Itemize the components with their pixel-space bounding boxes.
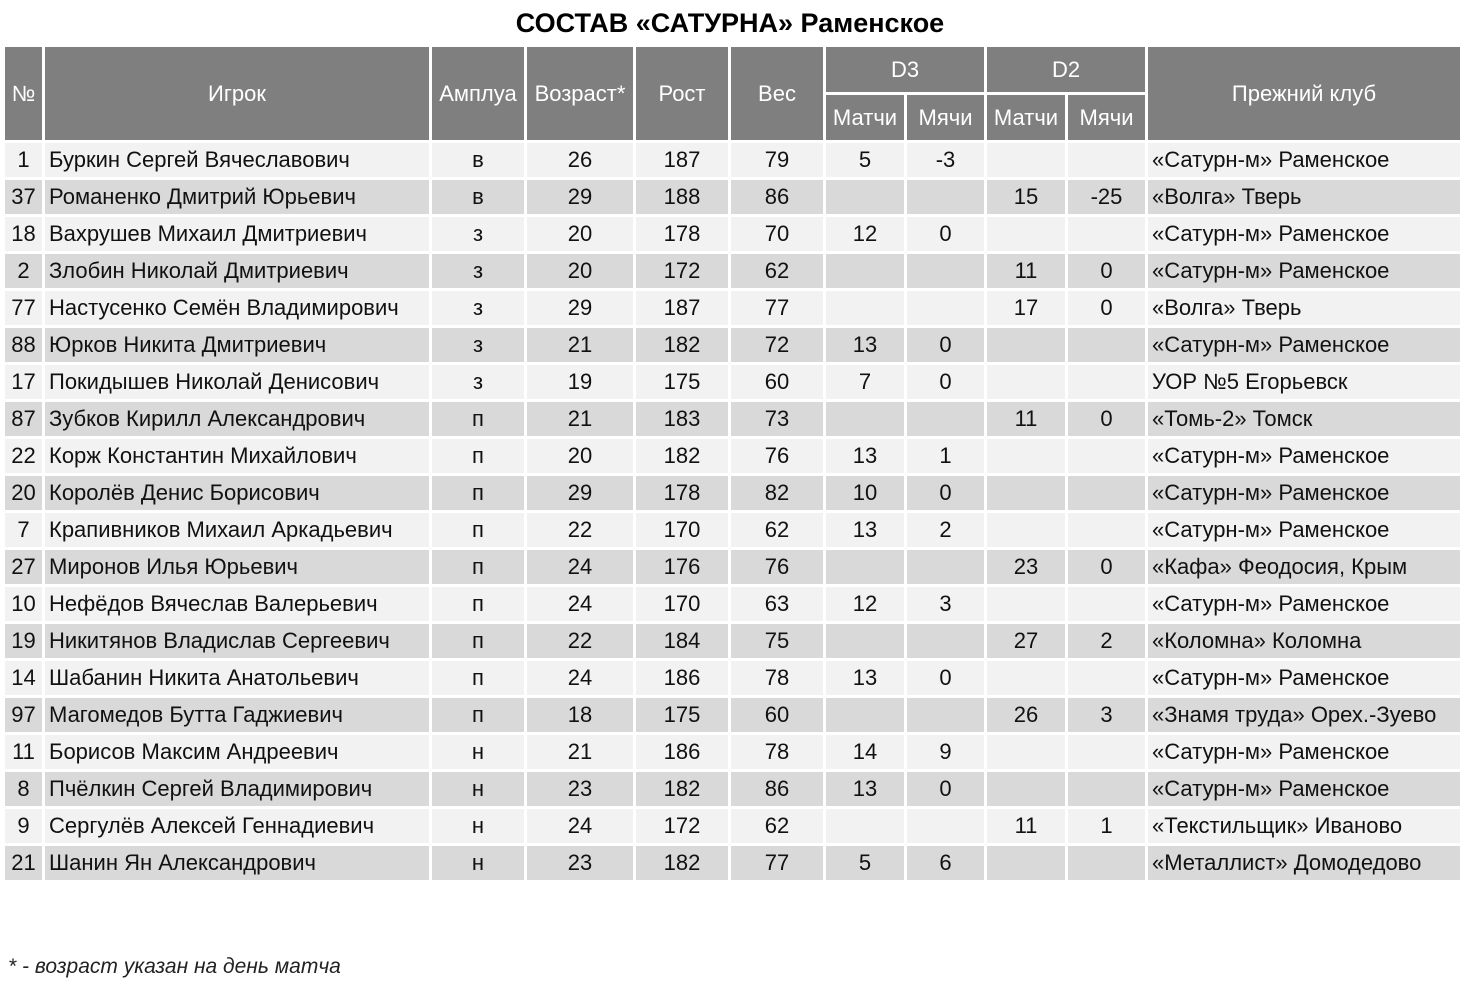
cell-role: н xyxy=(431,808,526,845)
col-header-club: Прежний клуб xyxy=(1147,46,1460,142)
table-row xyxy=(4,586,1460,623)
cell-d3-matches: 13 xyxy=(825,771,906,808)
cell-d3-goals: 0 xyxy=(906,660,986,697)
cell-age: 23 xyxy=(526,771,635,808)
cell-height: 175 xyxy=(635,364,730,401)
cell-d3-matches: 13 xyxy=(825,512,906,549)
cell-d2-matches xyxy=(986,771,1067,808)
cell-role: в xyxy=(431,179,526,216)
cell-d2-goals xyxy=(1067,512,1147,549)
cell-num: 37 xyxy=(4,179,44,216)
cell-num: 22 xyxy=(4,438,44,475)
cell-d3-goals: 0 xyxy=(906,216,986,253)
cell-d2-matches: 17 xyxy=(986,290,1067,327)
cell-weight: 62 xyxy=(730,808,825,845)
cell-num: 9 xyxy=(4,808,44,845)
cell-height: 178 xyxy=(635,216,730,253)
cell-d2-matches: 26 xyxy=(986,697,1067,734)
table-row xyxy=(4,771,1460,808)
cell-age: 29 xyxy=(526,179,635,216)
col-header-d3: D3 xyxy=(825,46,986,94)
cell-role: в xyxy=(431,142,526,179)
cell-d3-matches: 13 xyxy=(825,327,906,364)
cell-d3-matches xyxy=(825,697,906,734)
cell-age: 22 xyxy=(526,623,635,660)
cell-d2-goals xyxy=(1067,586,1147,623)
cell-d2-matches xyxy=(986,660,1067,697)
cell-height: 184 xyxy=(635,623,730,660)
cell-d2-matches xyxy=(986,512,1067,549)
cell-d3-goals: 9 xyxy=(906,734,986,771)
cell-d2-goals xyxy=(1067,771,1147,808)
cell-height: 182 xyxy=(635,771,730,808)
cell-num: 27 xyxy=(4,549,44,586)
cell-d2-matches: 11 xyxy=(986,808,1067,845)
table-row xyxy=(4,697,1460,734)
cell-weight: 86 xyxy=(730,771,825,808)
cell-d2-matches xyxy=(986,142,1067,179)
cell-d2-goals xyxy=(1067,142,1147,179)
cell-weight: 70 xyxy=(730,216,825,253)
cell-d3-matches: 10 xyxy=(825,475,906,512)
cell-height: 182 xyxy=(635,845,730,882)
cell-player-name: Буркин Сергей Вячеславович xyxy=(44,142,431,179)
cell-num: 97 xyxy=(4,697,44,734)
cell-d3-goals: 1 xyxy=(906,438,986,475)
cell-d3-goals: 6 xyxy=(906,845,986,882)
cell-age: 21 xyxy=(526,327,635,364)
cell-height: 172 xyxy=(635,253,730,290)
cell-previous-club: «Сатурн-м» Раменское xyxy=(1147,771,1460,808)
col-header-weight: Вес xyxy=(730,46,825,142)
cell-player-name: Зубков Кирилл Александрович xyxy=(44,401,431,438)
cell-player-name: Магомедов Бутта Гаджиевич xyxy=(44,697,431,734)
cell-height: 170 xyxy=(635,586,730,623)
cell-height: 170 xyxy=(635,512,730,549)
cell-num: 7 xyxy=(4,512,44,549)
cell-d2-goals xyxy=(1067,438,1147,475)
cell-player-name: Злобин Николай Дмитриевич xyxy=(44,253,431,290)
cell-player-name: Настусенко Семён Владимирович xyxy=(44,290,431,327)
cell-d3-goals: -3 xyxy=(906,142,986,179)
cell-role: з xyxy=(431,327,526,364)
cell-player-name: Никитянов Владислав Сергеевич xyxy=(44,623,431,660)
cell-d2-goals: 0 xyxy=(1067,549,1147,586)
cell-age: 24 xyxy=(526,808,635,845)
table-row xyxy=(4,253,1460,290)
cell-weight: 77 xyxy=(730,845,825,882)
cell-d3-goals: 0 xyxy=(906,771,986,808)
cell-d3-matches xyxy=(825,549,906,586)
cell-d2-matches: 11 xyxy=(986,401,1067,438)
cell-weight: 75 xyxy=(730,623,825,660)
table-row xyxy=(4,623,1460,660)
cell-role: н xyxy=(431,734,526,771)
roster-body xyxy=(4,142,1460,882)
cell-d3-goals: 0 xyxy=(906,364,986,401)
cell-d2-goals xyxy=(1067,475,1147,512)
cell-height: 186 xyxy=(635,734,730,771)
table-row xyxy=(4,845,1460,882)
cell-d2-matches xyxy=(986,327,1067,364)
cell-d2-goals: 0 xyxy=(1067,290,1147,327)
cell-d2-matches: 23 xyxy=(986,549,1067,586)
cell-weight: 76 xyxy=(730,438,825,475)
cell-num: 1 xyxy=(4,142,44,179)
cell-role: з xyxy=(431,253,526,290)
cell-role: п xyxy=(431,401,526,438)
cell-age: 19 xyxy=(526,364,635,401)
cell-player-name: Миронов Илья Юрьевич xyxy=(44,549,431,586)
cell-d2-goals xyxy=(1067,216,1147,253)
cell-age: 20 xyxy=(526,253,635,290)
cell-d2-goals: 0 xyxy=(1067,253,1147,290)
cell-previous-club: «Сатурн-м» Раменское xyxy=(1147,512,1460,549)
cell-player-name: Борисов Максим Андреевич xyxy=(44,734,431,771)
cell-weight: 60 xyxy=(730,364,825,401)
cell-d3-matches: 5 xyxy=(825,142,906,179)
cell-previous-club: «Металлист» Домодедово xyxy=(1147,845,1460,882)
cell-d3-matches xyxy=(825,253,906,290)
cell-role: п xyxy=(431,697,526,734)
table-row xyxy=(4,549,1460,586)
cell-num: 8 xyxy=(4,771,44,808)
cell-role: п xyxy=(431,586,526,623)
cell-player-name: Шабанин Никита Анатольевич xyxy=(44,660,431,697)
col-header-d2-goals: Мячи xyxy=(1067,94,1147,142)
cell-d2-goals: 0 xyxy=(1067,401,1147,438)
cell-d3-goals xyxy=(906,401,986,438)
cell-num: 19 xyxy=(4,623,44,660)
cell-age: 18 xyxy=(526,697,635,734)
cell-d3-matches xyxy=(825,401,906,438)
cell-d3-matches: 14 xyxy=(825,734,906,771)
cell-height: 182 xyxy=(635,327,730,364)
cell-d3-goals xyxy=(906,697,986,734)
cell-age: 24 xyxy=(526,586,635,623)
cell-d3-goals: 2 xyxy=(906,512,986,549)
table-row xyxy=(4,660,1460,697)
table-row xyxy=(4,216,1460,253)
cell-role: з xyxy=(431,364,526,401)
cell-role: п xyxy=(431,549,526,586)
roster-table xyxy=(2,44,1460,883)
cell-player-name: Покидышев Николай Денисович xyxy=(44,364,431,401)
cell-d2-matches xyxy=(986,216,1067,253)
cell-d2-goals xyxy=(1067,327,1147,364)
cell-num: 14 xyxy=(4,660,44,697)
cell-age: 29 xyxy=(526,475,635,512)
cell-num: 18 xyxy=(4,216,44,253)
cell-num: 17 xyxy=(4,364,44,401)
cell-age: 20 xyxy=(526,216,635,253)
cell-role: н xyxy=(431,845,526,882)
cell-d3-goals xyxy=(906,253,986,290)
cell-weight: 63 xyxy=(730,586,825,623)
cell-height: 187 xyxy=(635,290,730,327)
cell-d2-matches xyxy=(986,734,1067,771)
cell-weight: 73 xyxy=(730,401,825,438)
cell-height: 183 xyxy=(635,401,730,438)
cell-player-name: Пчёлкин Сергей Владимирович xyxy=(44,771,431,808)
cell-player-name: Шанин Ян Александрович xyxy=(44,845,431,882)
cell-d2-matches xyxy=(986,364,1067,401)
cell-d2-goals xyxy=(1067,364,1147,401)
cell-weight: 77 xyxy=(730,290,825,327)
cell-d3-matches: 12 xyxy=(825,216,906,253)
cell-d2-goals: 3 xyxy=(1067,697,1147,734)
cell-previous-club: «Волга» Тверь xyxy=(1147,179,1460,216)
table-row xyxy=(4,475,1460,512)
cell-player-name: Королёв Денис Борисович xyxy=(44,475,431,512)
cell-previous-club: «Коломна» Коломна xyxy=(1147,623,1460,660)
cell-height: 186 xyxy=(635,660,730,697)
table-row xyxy=(4,401,1460,438)
cell-num: 2 xyxy=(4,253,44,290)
cell-previous-club: УОР №5 Егорьевск xyxy=(1147,364,1460,401)
table-row xyxy=(4,179,1460,216)
table-row xyxy=(4,364,1460,401)
cell-d3-matches xyxy=(825,623,906,660)
table-row xyxy=(4,734,1460,771)
cell-role: н xyxy=(431,771,526,808)
cell-num: 77 xyxy=(4,290,44,327)
cell-previous-club: «Сатурн-м» Раменское xyxy=(1147,142,1460,179)
cell-d2-goals xyxy=(1067,845,1147,882)
cell-d3-goals: 0 xyxy=(906,327,986,364)
table-row xyxy=(4,438,1460,475)
col-header-num: № xyxy=(4,46,44,142)
cell-d2-matches xyxy=(986,586,1067,623)
cell-previous-club: «Сатурн-м» Раменское xyxy=(1147,216,1460,253)
cell-height: 188 xyxy=(635,179,730,216)
col-header-height: Рост xyxy=(635,46,730,142)
col-header-age: Возраст* xyxy=(526,46,635,142)
cell-d3-matches: 12 xyxy=(825,586,906,623)
cell-d2-matches: 11 xyxy=(986,253,1067,290)
cell-player-name: Нефёдов Вячеслав Валерьевич xyxy=(44,586,431,623)
cell-weight: 62 xyxy=(730,253,825,290)
cell-height: 176 xyxy=(635,549,730,586)
cell-d3-matches: 13 xyxy=(825,660,906,697)
cell-weight: 76 xyxy=(730,549,825,586)
cell-player-name: Юрков Никита Дмитриевич xyxy=(44,327,431,364)
cell-num: 87 xyxy=(4,401,44,438)
cell-previous-club: «Волга» Тверь xyxy=(1147,290,1460,327)
cell-d3-goals: 0 xyxy=(906,475,986,512)
cell-d2-goals: 2 xyxy=(1067,623,1147,660)
cell-d3-matches xyxy=(825,290,906,327)
cell-weight: 79 xyxy=(730,142,825,179)
cell-role: п xyxy=(431,438,526,475)
cell-d3-goals xyxy=(906,808,986,845)
cell-num: 20 xyxy=(4,475,44,512)
cell-d3-goals xyxy=(906,290,986,327)
col-header-role: Амплуа xyxy=(431,46,526,142)
table-row xyxy=(4,808,1460,845)
cell-age: 26 xyxy=(526,142,635,179)
col-header-d3-goals: Мячи xyxy=(906,94,986,142)
cell-d2-goals: -25 xyxy=(1067,179,1147,216)
cell-age: 21 xyxy=(526,401,635,438)
cell-age: 22 xyxy=(526,512,635,549)
cell-d3-matches: 7 xyxy=(825,364,906,401)
cell-age: 29 xyxy=(526,290,635,327)
cell-d3-goals xyxy=(906,179,986,216)
cell-previous-club: «Сатурн-м» Раменское xyxy=(1147,253,1460,290)
cell-age: 24 xyxy=(526,660,635,697)
cell-weight: 60 xyxy=(730,697,825,734)
cell-num: 21 xyxy=(4,845,44,882)
cell-d3-goals xyxy=(906,549,986,586)
cell-role: п xyxy=(431,512,526,549)
cell-d3-matches: 5 xyxy=(825,845,906,882)
cell-height: 182 xyxy=(635,438,730,475)
cell-role: з xyxy=(431,216,526,253)
cell-d2-matches xyxy=(986,475,1067,512)
cell-previous-club: «Сатурн-м» Раменское xyxy=(1147,327,1460,364)
cell-role: з xyxy=(431,290,526,327)
header-row xyxy=(4,46,1460,94)
cell-height: 178 xyxy=(635,475,730,512)
cell-d2-matches: 15 xyxy=(986,179,1067,216)
cell-role: п xyxy=(431,623,526,660)
cell-d3-matches xyxy=(825,808,906,845)
col-header-d2: D2 xyxy=(986,46,1147,94)
cell-height: 175 xyxy=(635,697,730,734)
cell-age: 23 xyxy=(526,845,635,882)
cell-previous-club: «Сатурн-м» Раменское xyxy=(1147,475,1460,512)
cell-d2-goals: 1 xyxy=(1067,808,1147,845)
cell-num: 88 xyxy=(4,327,44,364)
cell-previous-club: «Сатурн-м» Раменское xyxy=(1147,734,1460,771)
cell-previous-club: «Сатурн-м» Раменское xyxy=(1147,438,1460,475)
cell-age: 20 xyxy=(526,438,635,475)
cell-d2-goals xyxy=(1067,660,1147,697)
table-row xyxy=(4,327,1460,364)
cell-weight: 78 xyxy=(730,734,825,771)
cell-d2-matches xyxy=(986,845,1067,882)
cell-role: п xyxy=(431,660,526,697)
cell-weight: 82 xyxy=(730,475,825,512)
footnote: * - возраст указан на день матча xyxy=(8,955,341,978)
table-row xyxy=(4,512,1460,549)
cell-previous-club: «Сатурн-м» Раменское xyxy=(1147,660,1460,697)
cell-weight: 78 xyxy=(730,660,825,697)
cell-d2-matches: 27 xyxy=(986,623,1067,660)
cell-previous-club: «Сатурн-м» Раменское xyxy=(1147,586,1460,623)
cell-d2-matches xyxy=(986,438,1067,475)
cell-player-name: Корж Константин Михайлович xyxy=(44,438,431,475)
cell-height: 187 xyxy=(635,142,730,179)
cell-height: 172 xyxy=(635,808,730,845)
cell-role: п xyxy=(431,475,526,512)
cell-player-name: Крапивников Михаил Аркадьевич xyxy=(44,512,431,549)
cell-d3-matches xyxy=(825,179,906,216)
col-header-player: Игрок xyxy=(44,46,431,142)
cell-weight: 62 xyxy=(730,512,825,549)
cell-previous-club: «Кафа» Феодосия, Крым xyxy=(1147,549,1460,586)
cell-age: 24 xyxy=(526,549,635,586)
cell-d3-goals: 3 xyxy=(906,586,986,623)
cell-weight: 86 xyxy=(730,179,825,216)
cell-d3-matches: 13 xyxy=(825,438,906,475)
cell-previous-club: «Томь-2» Томск xyxy=(1147,401,1460,438)
cell-num: 11 xyxy=(4,734,44,771)
col-header-d3-matches: Матчи xyxy=(825,94,906,142)
cell-previous-club: «Знамя труда» Орех.-Зуево xyxy=(1147,697,1460,734)
cell-d2-goals xyxy=(1067,734,1147,771)
cell-weight: 72 xyxy=(730,327,825,364)
cell-d3-goals xyxy=(906,623,986,660)
cell-num: 10 xyxy=(4,586,44,623)
cell-previous-club: «Текстильщик» Иваново xyxy=(1147,808,1460,845)
table-row xyxy=(4,142,1460,179)
page-title: СОСТАВ «САТУРНА» Раменское xyxy=(515,8,945,38)
col-header-d2-matches: Матчи xyxy=(986,94,1067,142)
cell-player-name: Сергулёв Алексей Геннадиевич xyxy=(44,808,431,845)
cell-player-name: Романенко Дмитрий Юрьевич xyxy=(44,179,431,216)
cell-age: 21 xyxy=(526,734,635,771)
cell-player-name: Вахрушев Михаил Дмитриевич xyxy=(44,216,431,253)
table-row xyxy=(4,290,1460,327)
